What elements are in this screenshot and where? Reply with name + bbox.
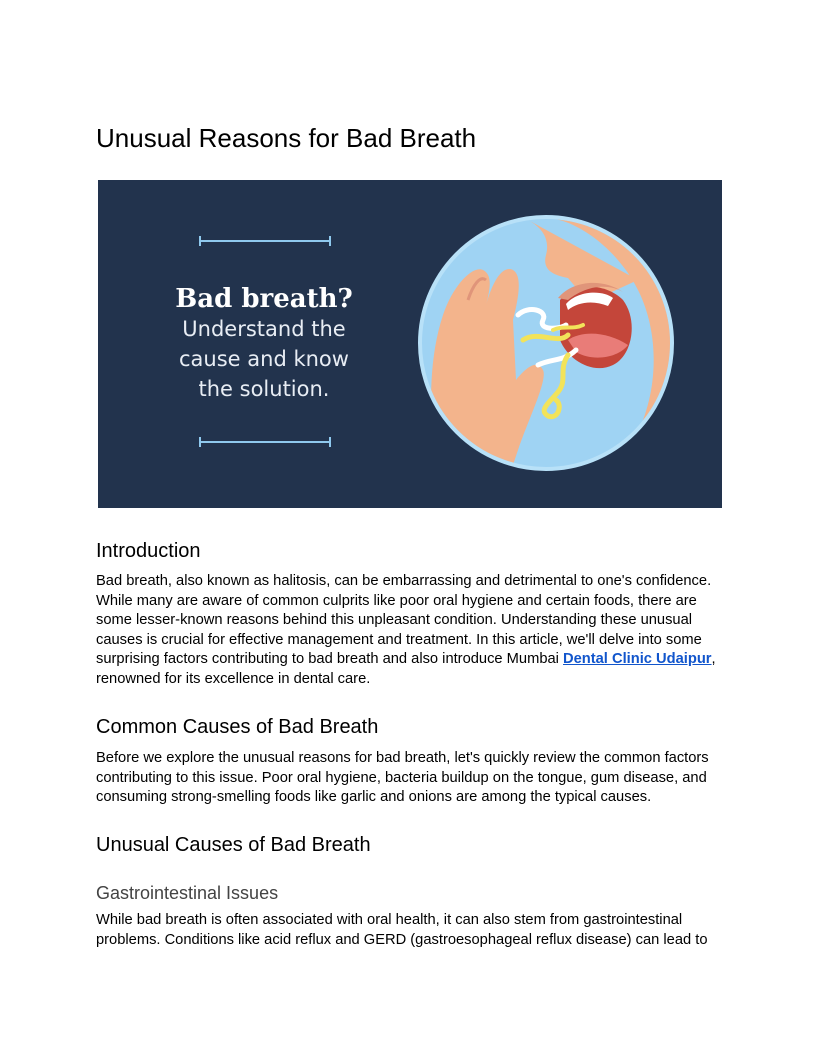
introduction-paragraph [96,572,722,689]
bottom-divider-line [200,437,330,447]
intro-text-after-link: , renowned for its excellence in dental care. [96,651,716,687]
dental-clinic-udaipur-link[interactable]: Dental Clinic Udaipur [563,651,712,667]
document-title: Unusual Reasons for Bad Breath [96,123,477,153]
hero-line-2: cause and know [179,347,349,371]
gastrointestinal-issues-heading: Gastrointestinal Issues [96,883,279,903]
hero-line-3: the solution. [198,377,330,401]
hero-line-1: Understand the [182,317,346,341]
unusual-causes-heading: Unusual Causes of Bad Breath [96,834,371,856]
common-causes-heading: Common Causes of Bad Breath [96,716,379,738]
introduction-heading: Introduction [96,540,201,562]
mouth-breath-illustration [420,180,722,508]
top-divider-line [200,236,330,246]
intro-text-before-link: Bad breath, also known as halitosis, can be embarrassing and detrimental to one's confidence. While many are aware of common culprits like poor oral hygiene and certain foods, there are some lesser-known reasons behind this unpleasant condition. Understanding these unusual causes is crucial for effective management and treatment. In this article, we'll delve into some surprising factors contributing to bad breath and also introduce Mumbai [96,573,712,667]
gastrointestinal-paragraph: While bad breath is often associated with oral health, it can also stem from gastrointestinal problems. Conditions like acid reflux and GERD (gastroesophageal reflux disease) can lead to [96,912,708,948]
common-causes-paragraph: Before we explore the unusual reasons for bad breath, let's quickly review the common factors contributing to this issue. Poor oral hygiene, bacteria buildup on the tongue, gum disease, and consuming strong-smelling foods like garlic and onions are among the typical causes. [96,750,709,805]
hero-image [98,180,722,508]
hero-headline: Bad breath? [175,284,353,314]
